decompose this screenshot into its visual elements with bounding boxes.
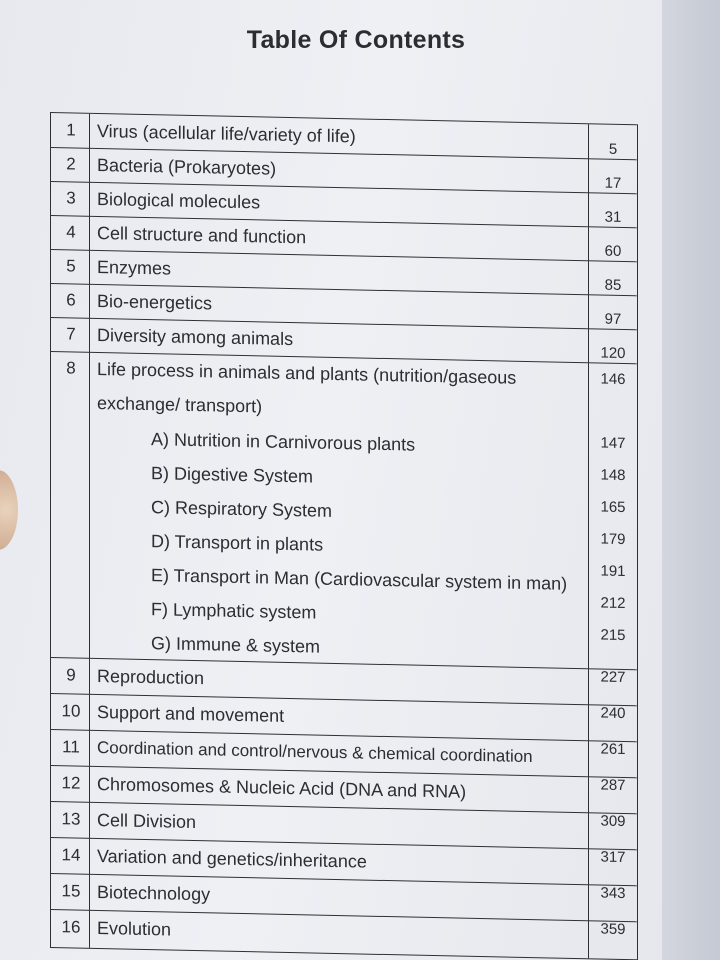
chapter-page: 359 [600, 920, 626, 939]
chapter-title: Chromosomes & Nucleic Acid (DNA and RNA) [97, 773, 467, 802]
chapter-page: 120 [600, 344, 626, 363]
chapter-page: 227 [600, 668, 626, 687]
chapter-page: 97 [604, 310, 622, 328]
chapter-number: 10 [61, 701, 81, 721]
chapter-title: Biological molecules [97, 188, 261, 213]
chapter-title: Variation and genetics/inheritance [97, 845, 367, 872]
chapter-title: Evolution [97, 917, 172, 940]
chapter-page: 17 [604, 174, 622, 192]
chapter-title: Cell Division [97, 809, 197, 833]
subtopic-label: G) Immune & system [151, 633, 321, 657]
chapter-title: Enzymes [97, 256, 172, 279]
subtopic-page: 191 [600, 562, 626, 581]
chapter-title: Coordination and control/nervous & chemical coordination [97, 737, 533, 767]
chapter-page: 31 [604, 208, 622, 226]
chapter-number: 12 [61, 773, 81, 793]
chapter-number: 6 [66, 290, 76, 310]
chapter-number: 1 [66, 120, 76, 140]
table-row [51, 351, 637, 670]
chapter-title: Virus (acellular life/variety of life) [97, 120, 356, 147]
chapter-number: 8 [66, 358, 76, 378]
subtopic-page: 215 [600, 626, 626, 645]
subtopic-label: A) Nutrition in Carnivorous plants [151, 429, 416, 455]
subtopic-label: D) Transport in plants [151, 531, 324, 555]
chapter-page: 287 [600, 776, 626, 795]
subtopic-label: E) Transport in Man (Cardiovascular system in man) [151, 565, 568, 594]
subtopic-page: 179 [600, 530, 626, 549]
subtopic-label: B) Digestive System [151, 463, 314, 487]
chapter-number: 9 [66, 665, 76, 685]
chapter-page: 5 [608, 140, 618, 158]
chapter-page: 317 [600, 848, 626, 867]
chapter-page: 240 [600, 704, 626, 723]
subtopic-label: F) Lymphatic system [151, 599, 317, 623]
chapter-page: 146 [600, 370, 626, 389]
chapter-number: 4 [66, 222, 76, 242]
chapter-title: Reproduction [97, 665, 205, 689]
page-title: Table Of Contents [246, 26, 466, 54]
chapter-number: 14 [61, 845, 81, 865]
chapter-title: Biotechnology [97, 881, 211, 905]
chapter-page: 343 [600, 884, 626, 903]
subtopic-page: 148 [600, 466, 626, 485]
subtopic-page: 212 [600, 594, 626, 613]
chapter-number: 16 [61, 917, 81, 937]
chapter-number: 11 [62, 737, 80, 757]
chapter-title: Support and movement [97, 701, 285, 726]
finger-holding-page [0, 470, 18, 550]
chapter-number: 7 [66, 324, 76, 344]
chapter-page: 60 [604, 242, 622, 260]
chapter-page: 309 [600, 812, 626, 831]
chapter-title: Cell structure and function [97, 222, 307, 248]
chapter-page: 85 [604, 276, 622, 294]
chapter-title: Bio-energetics [97, 290, 213, 314]
contents-table [50, 112, 638, 960]
chapter-page: 261 [600, 740, 626, 759]
subtopic-page: 165 [600, 498, 626, 517]
chapter-number: 5 [66, 256, 76, 276]
subtopic-page: 147 [600, 434, 626, 453]
chapter-title: Life process in animals and plants (nutrition/gaseous exchange/ transport) [97, 358, 517, 417]
chapter-number: 13 [61, 809, 81, 829]
chapter-number: 15 [61, 881, 81, 901]
next-page-edge [662, 0, 720, 960]
chapter-title: Diversity among animals [97, 324, 294, 350]
subtopic-label: C) Respiratory System [151, 497, 333, 521]
chapter-number: 3 [66, 188, 76, 208]
chapter-title: Bacteria (Prokaryotes) [97, 154, 277, 179]
chapter-number: 2 [66, 154, 76, 174]
